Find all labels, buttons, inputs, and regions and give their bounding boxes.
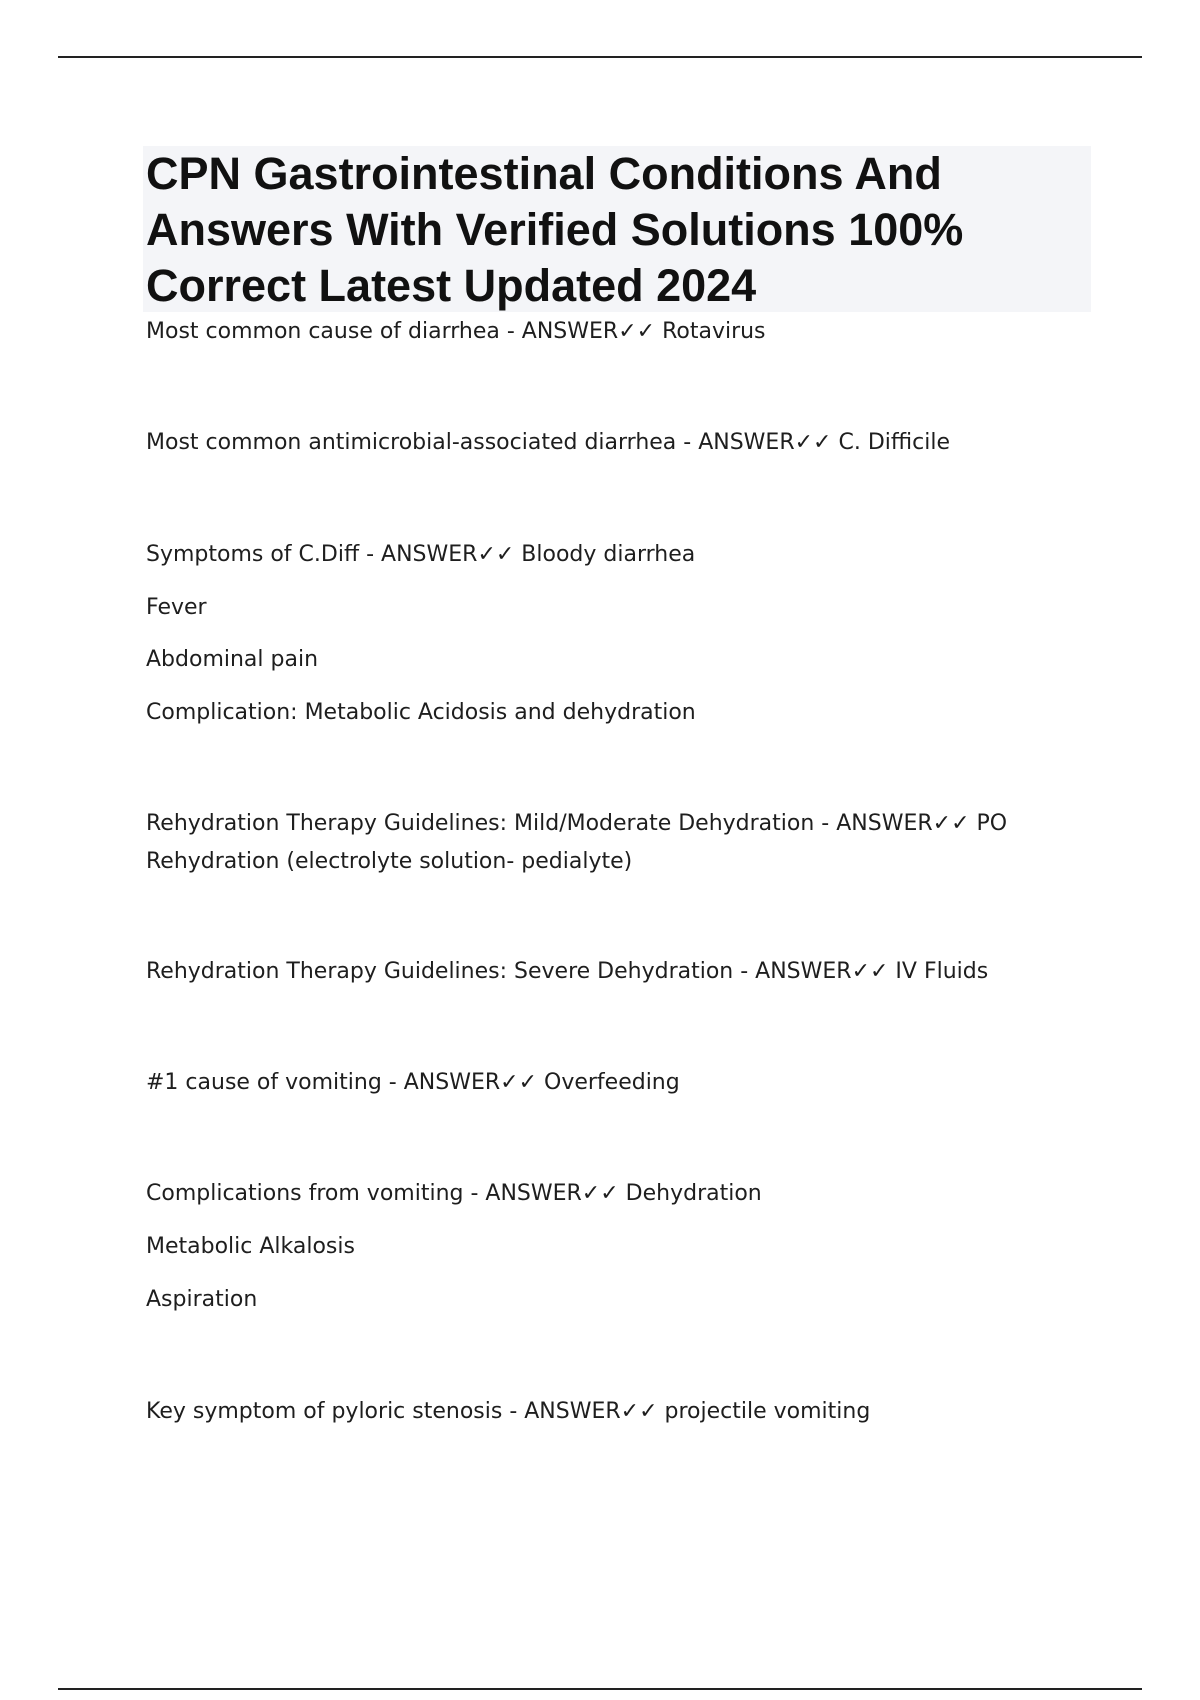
answer-continuation: Fever <box>146 595 207 620</box>
qa-line: Rehydration Therapy Guidelines: Mild/Moderate Dehydration - ANSWER✓✓ PO Rehydration (electrolyte solution- pedialyte) <box>146 811 1008 874</box>
footer-rule <box>58 1688 1142 1690</box>
document-title: CPN Gastrointestinal Conditions And Answers With Verified Solutions 100% Correct Latest Updated 2024 <box>146 148 964 311</box>
qa-line: Key symptom of pyloric stenosis - ANSWER✓✓ projectile vomiting <box>146 1399 871 1424</box>
qa-line: Most common antimicrobial-associated diarrhea - ANSWER✓✓ C. Difficile <box>146 430 950 455</box>
answer-continuation: Metabolic Alkalosis <box>146 1234 355 1259</box>
header-rule <box>58 56 1142 58</box>
qa-line: Most common cause of diarrhea - ANSWER✓✓ Rotavirus <box>146 319 766 344</box>
answer-continuation: Aspiration <box>146 1287 258 1312</box>
qa-line: #1 cause of vomiting - ANSWER✓✓ Overfeeding <box>146 1070 680 1095</box>
qa-line: Complications from vomiting - ANSWER✓✓ Dehydration <box>146 1181 762 1206</box>
qa-line: Symptoms of C.Diff - ANSWER✓✓ Bloody diarrhea <box>146 542 696 567</box>
answer-continuation: Abdominal pain <box>146 647 319 672</box>
answer-continuation: Complication: Metabolic Acidosis and dehydration <box>146 700 696 725</box>
qa-line: Rehydration Therapy Guidelines: Severe Dehydration - ANSWER✓✓ IV Fluids <box>146 959 989 984</box>
